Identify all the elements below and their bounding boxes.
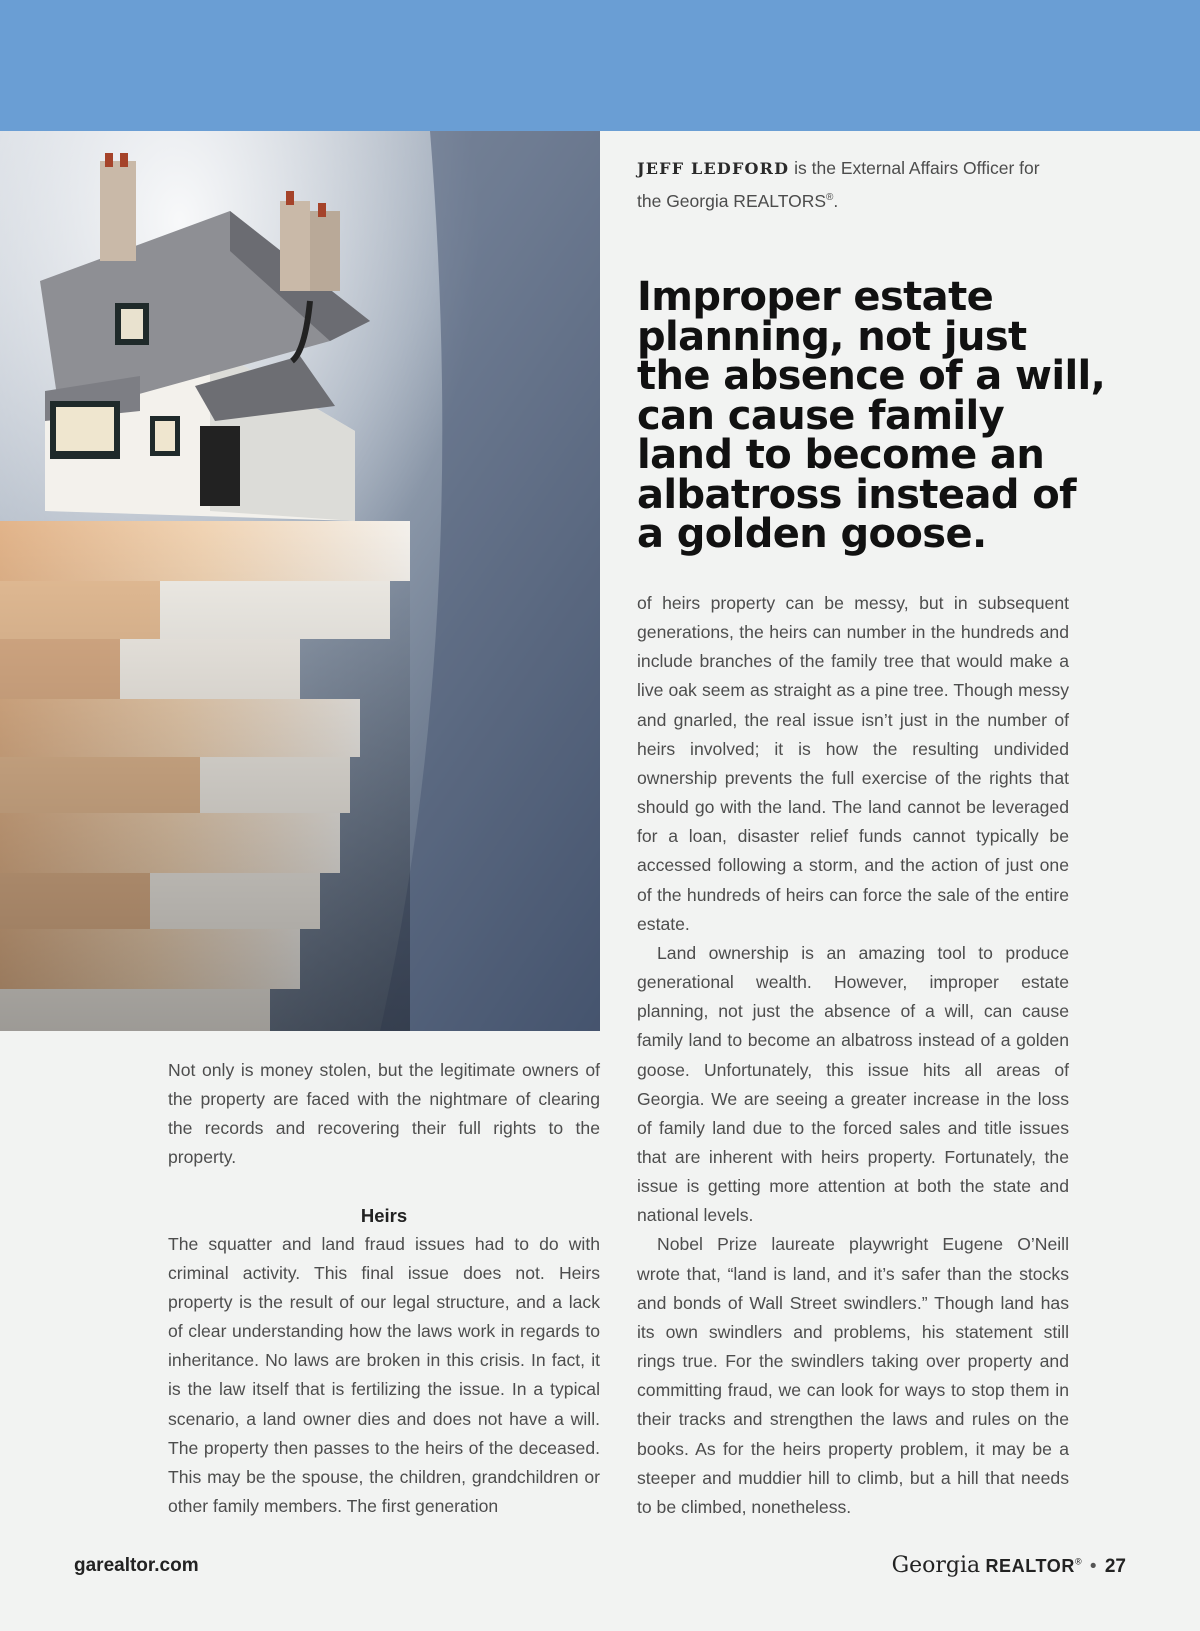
- article-paragraph: of heirs property can be messy, but in subsequent generations, the heirs can number in the hundreds and include branches of the family tree that would make a live oak seem as straight as a pine tree. Though messy and gnarled, the real issue isn’t just in the number of heirs involved; it is how the resulting undivided ownership prevents the full exercise of the rights that should go with the land. The land cannot be leveraged for a loan, disaster relief funds cannot typically be accessed following a storm, and the action of just one of the hundreds of heirs can force the sale of the entire estate.: [637, 593, 1069, 934]
- bio-period: .: [833, 190, 839, 211]
- house-on-jenga-blocks-photo: [0, 131, 600, 1031]
- page-number: 27: [1104, 1556, 1126, 1577]
- article-paragraph: Nobel Prize laureate playwright Eugene O’Neill wrote that, “land is land, and it’s safer than the stocks and bonds of Wall Street swindlers.” Though land has its own swindlers and problems, his statement still rings true. For the swindlers taking over property and committing fraud, we can look for ways to stop them in their tracks and strengthen the laws and rules on the books. As for the heirs property problem, it may be a steeper and muddier hill to climb, but a hill that needs to be climbed, nonetheless.: [637, 1234, 1069, 1517]
- footer-brand-page: [892, 1553, 1126, 1578]
- registered-mark: ®: [1075, 1556, 1082, 1567]
- section-heading-heirs: Heirs: [360, 1204, 408, 1226]
- top-color-band: [0, 0, 1200, 131]
- stacked-wooden-blocks: [0, 521, 410, 1031]
- article-column-right: [637, 589, 1069, 1522]
- brand-name-georgia: Georgia: [891, 1553, 981, 1578]
- article-paragraph: Not only is money stolen, but the legitimate owners of the property are faced with the nightmare of clearing the records and recovering their full rights to the property.: [168, 1060, 600, 1168]
- registered-mark: ®: [826, 192, 834, 203]
- website-link[interactable]: garealtor.com: [74, 1555, 199, 1576]
- author-bio-text: is the External Affairs Officer for the Georgia REALTORS: [637, 158, 1040, 211]
- pull-quote: Improper estate planning, not just the absence of a will, can cause family land to become an albatross instead of a golden goose.: [637, 274, 1106, 557]
- article-paragraph: The squatter and land fraud issues had to do with criminal activity. This final issue does not. Heirs property is the result of our legal structure, and a lack of clear understanding how the laws work in regards to inheritance. No laws are broken in this crisis. In fact, it is the law itself that is fertilizing the issue. In a typical scenario, a land owner dies and does not have a will. The property then passes to the heirs of the deceased. This may be the spouse, the children, grandchildren or other family members. The first generation: [168, 1233, 600, 1517]
- brand-name-realtor: REALTOR: [985, 1556, 1075, 1576]
- separator-dot: •: [1089, 1556, 1097, 1577]
- article-paragraph: Land ownership is an amazing tool to produce generational wealth. However, improper estate planning, not just the absence of a will, can cause family land to become an albatross instead of a golden goose. Unfortunately, this issue hits all areas of Georgia. We are seeing a greater increase in the loss of family land due to the forced sales and title issues that are inherent with heirs property. Fortunately, the issue is getting more attention at both the state and national levels.: [637, 942, 1069, 1226]
- author-bio: [637, 154, 1067, 216]
- article-column-left: [168, 1056, 600, 1521]
- author-name: JEFF LEDFORD: [637, 159, 790, 178]
